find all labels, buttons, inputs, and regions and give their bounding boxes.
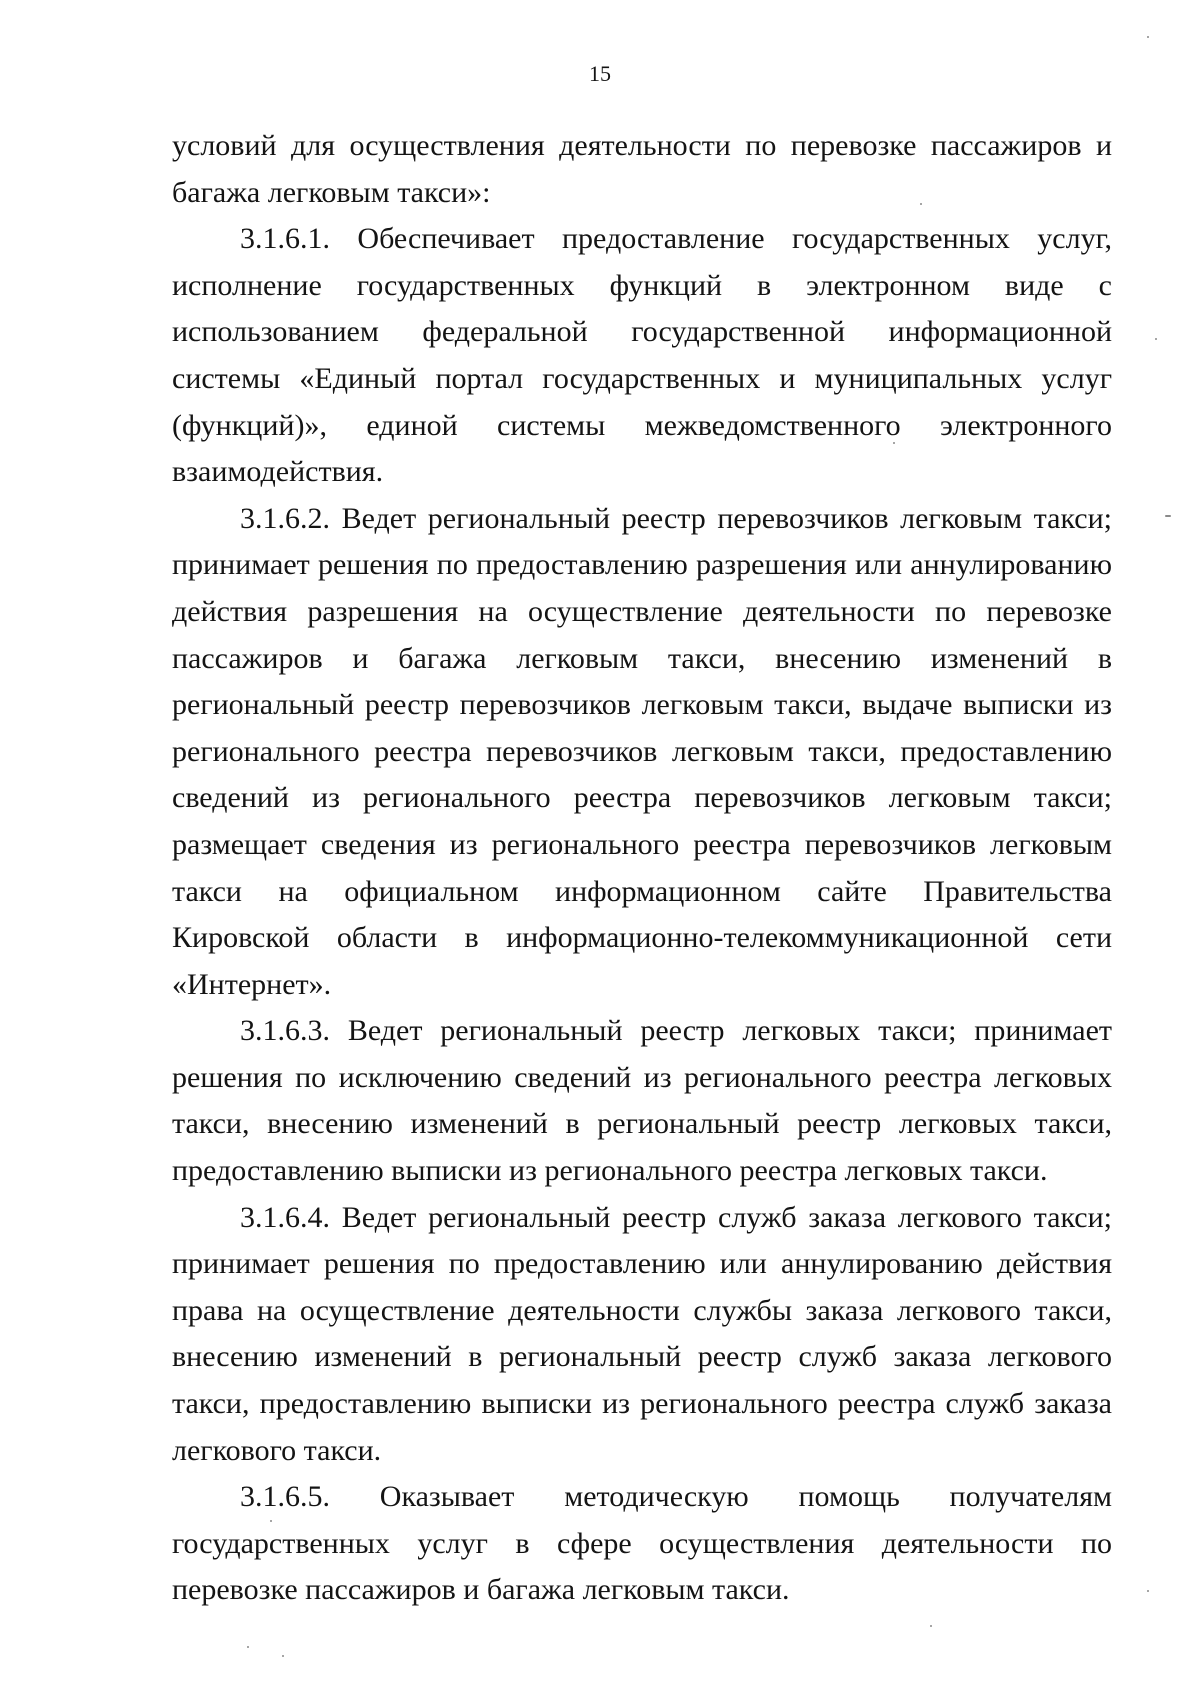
scan-speck [1165,515,1171,517]
scan-speck [1147,1590,1149,1592]
paragraph-continuation: условий для осуществления деятельности по перевозке пассажиров и багажа легковым такси»: [172,129,1112,209]
scan-speck [893,442,895,444]
scan-speck [282,1655,284,1657]
scan-speck [920,203,922,205]
scan-speck [930,1625,932,1627]
document-body [172,123,1112,1614]
page-number: 15 [589,61,611,86]
scan-speck [1155,338,1157,340]
paragraph-3-1-6-5: 3.1.6.5. Оказывает методическую помощь получателям государственных услуг в сфере осуществления деятельности по перевозке пассажиров и багажа легковым такси. [172,1480,1112,1607]
scan-speck [247,1646,249,1648]
paragraph-3-1-6-1: 3.1.6.1. Обеспечивает предоставление государственных услуг, исполнение государственных функций в электронном виде с использованием федеральной государственной информационной системы «Единый портал государственных и муниципальных услуг (функций)», единой системы межведомственного электронного взаимодействия. [172,222,1112,489]
scan-speck [1147,36,1149,38]
paragraph-3-1-6-3: 3.1.6.3. Ведет региональный реестр легковых такси; принимает решения по исключению сведений из регионального реестра легковых такси, внесению изменений в региональный реестр легковых такси, предоставлению выписки из регионального реестра легковых такси. [172,1014,1112,1188]
scan-speck [270,1520,272,1522]
paragraph-3-1-6-4: 3.1.6.4. Ведет региональный реестр служб заказа легкового такси; принимает решения по предоставлению или аннулированию действия права на осуществление деятельности службы заказа легкового такси, внесению изменений в региональный реестр служб заказа легкового такси, предоставлению выписки из регионального реестра служб заказа легкового такси. [172,1200,1112,1467]
paragraph-3-1-6-2: 3.1.6.2. Ведет региональный реестр перевозчиков легковым такси; принимает решения по предоставлению разрешения или аннулированию действия разрешения на осуществление деятельности по перевозке пассажиров и багажа легковым такси, внесению изменений в региональный реестр перевозчиков легковым такси, выдаче выписки из регионального реестра перевозчиков легковым такси, предоставлению сведений из регионального реестра перевозчиков легковым такси; размещает сведения из регионального реестра перевозчиков легковым такси на официальном информационном сайте Правительства Кировской области в информационно-телекоммуникационной сети «Интернет». [172,501,1112,1001]
